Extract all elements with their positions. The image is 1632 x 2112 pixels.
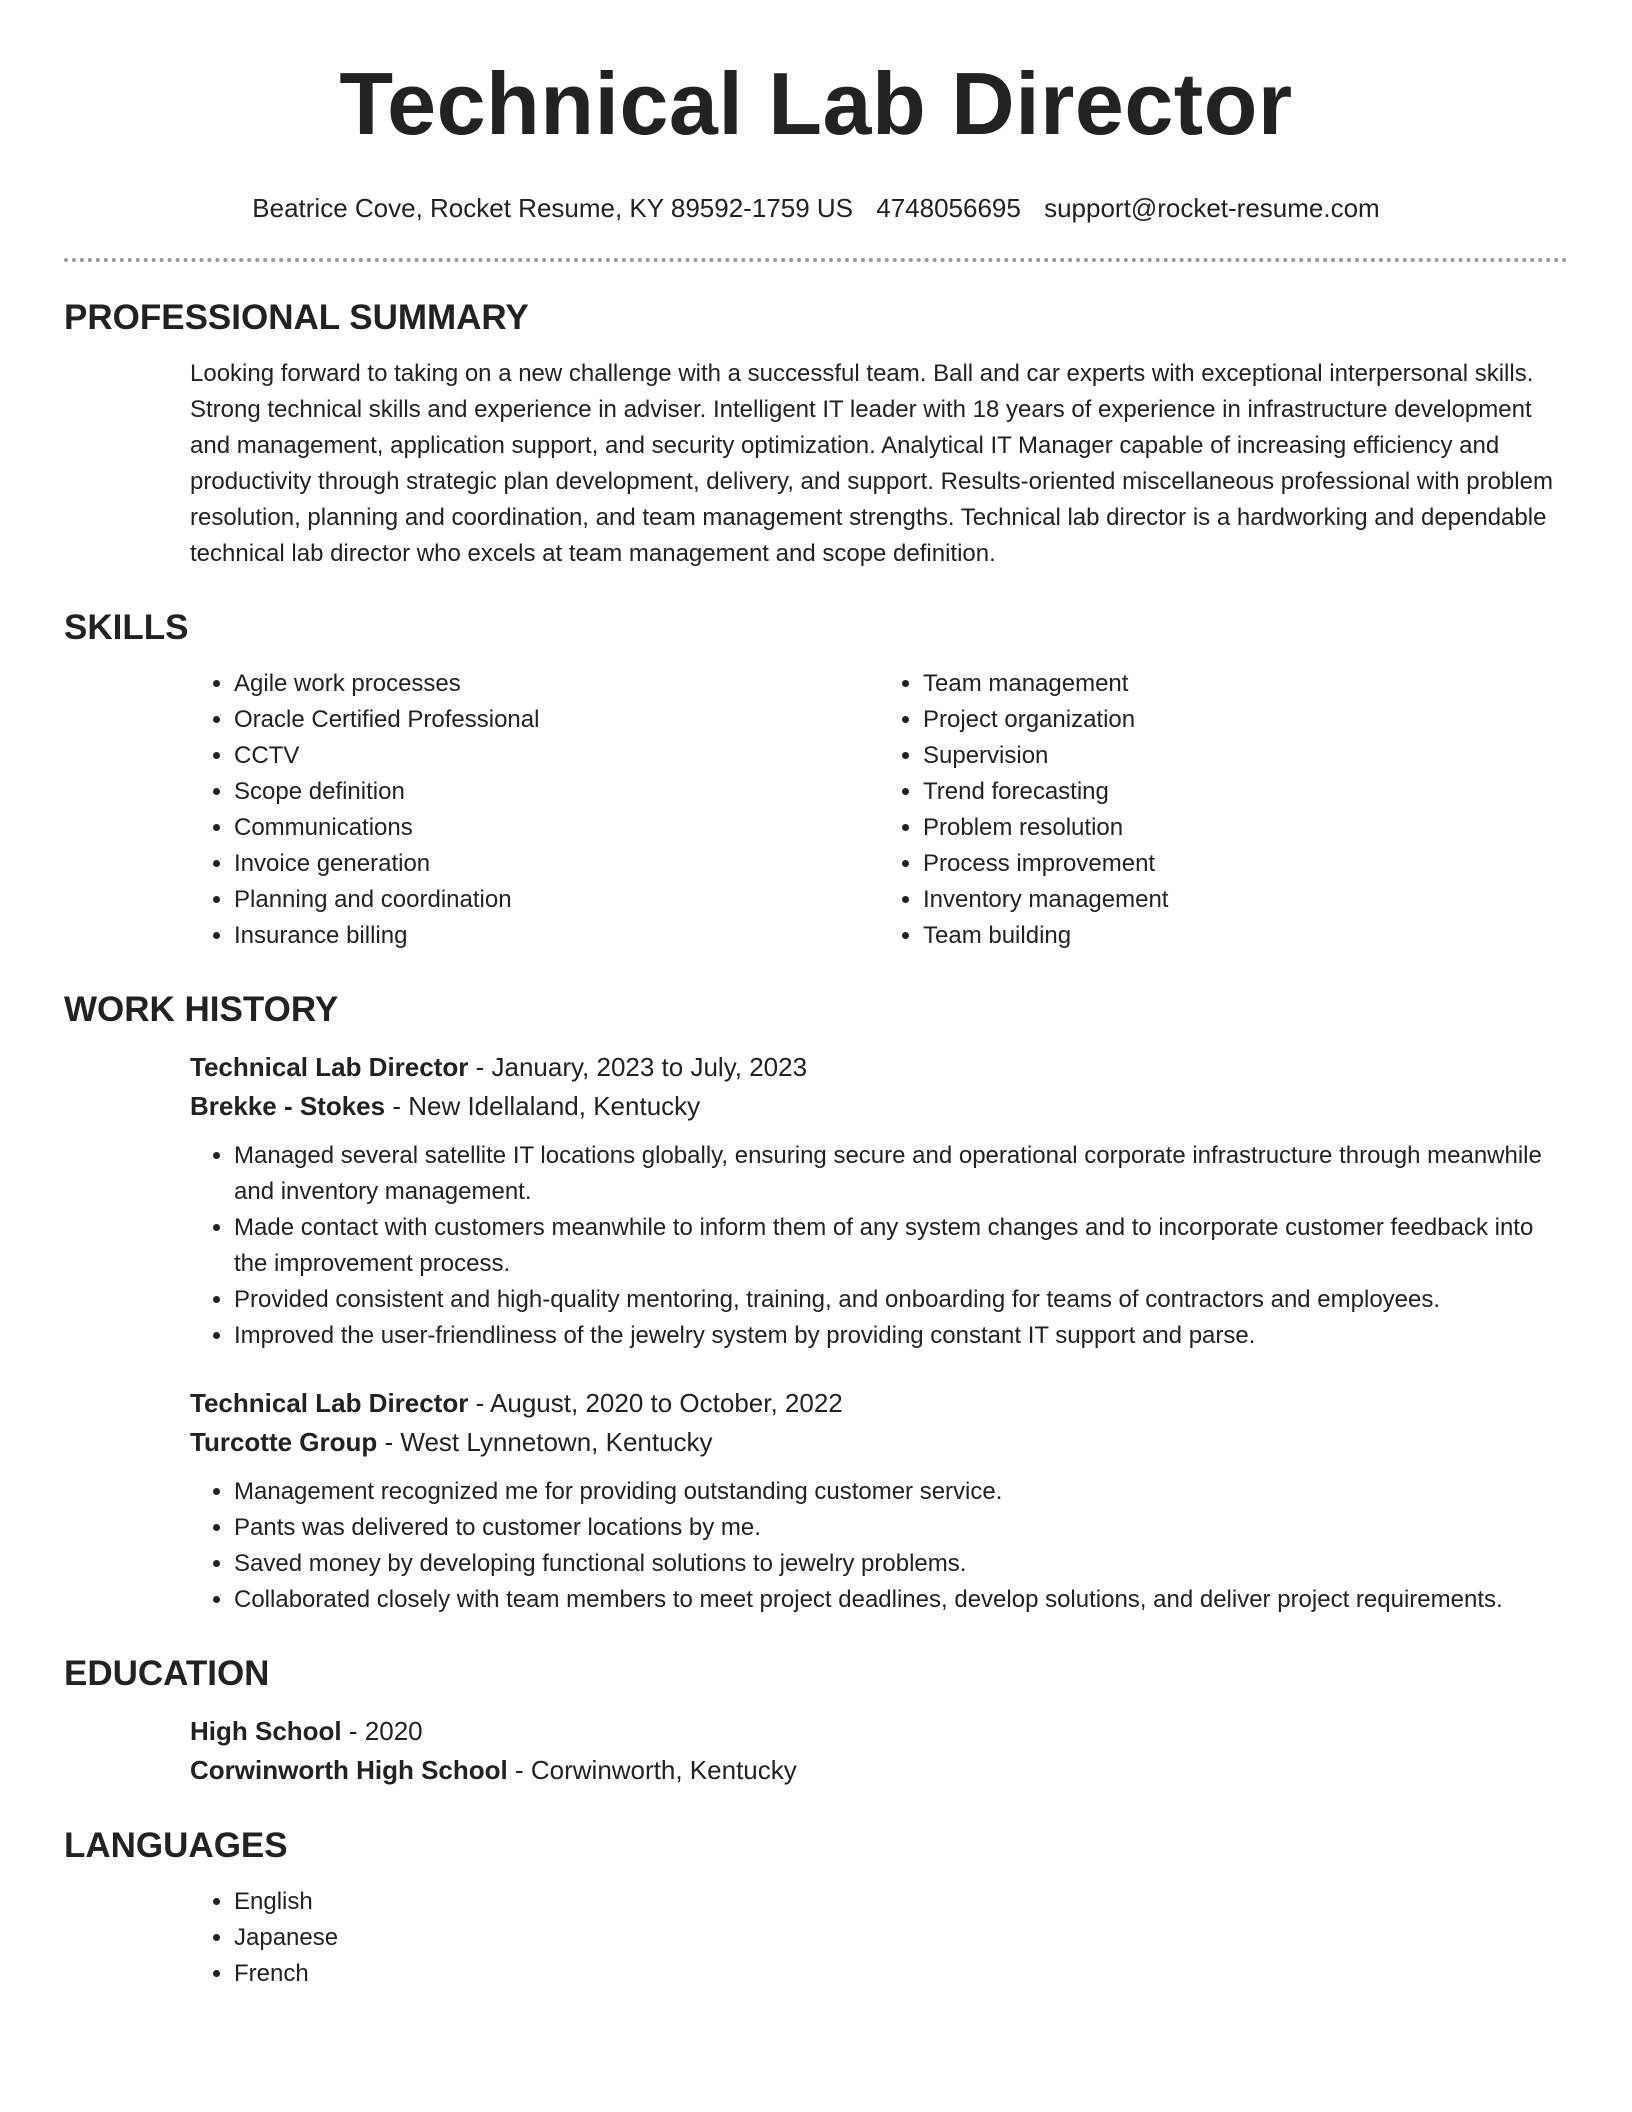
summary-section — [64, 296, 1568, 572]
contact-address: Beatrice Cove, Rocket Resume, KY 89592-1759 US — [252, 193, 854, 223]
job-company: Turcotte Group — [190, 1427, 378, 1457]
job-dates: - August, 2020 to October, 2022 — [468, 1388, 843, 1418]
job-company-line — [190, 1423, 1568, 1462]
languages-section — [64, 1824, 1568, 1992]
skill-item: • Inventory management — [923, 882, 1568, 918]
contact-phone: 4748056695 — [876, 193, 1021, 223]
job-bullet: • Managed several satellite IT locations globally, ensuring secure and operational corporate infrastructure through meanwhile and inventory management. — [234, 1138, 1568, 1210]
skill-item: • Process improvement — [923, 846, 1568, 882]
education-school-line — [190, 1751, 1568, 1790]
skills-list-left — [190, 666, 879, 954]
job-dates: - January, 2023 to July, 2023 — [468, 1052, 808, 1082]
skill-item: • Oracle Certified Professional — [234, 702, 879, 738]
language-item: • Japanese — [234, 1920, 1568, 1956]
skill-item: • CCTV — [234, 738, 879, 774]
language-item: • English — [234, 1884, 1568, 1920]
education-year: - 2020 — [341, 1716, 423, 1746]
skills-title: SKILLS — [64, 608, 189, 647]
skill-item: • Invoice generation — [234, 846, 879, 882]
skill-item: • Communications — [234, 810, 879, 846]
skill-item: • Scope definition — [234, 774, 879, 810]
job-entry — [190, 1048, 1568, 1354]
education-section — [64, 1652, 1568, 1790]
education-title: EDUCATION — [64, 1654, 270, 1693]
job-bullet: • Saved money by developing functional solutions to jewelry problems. — [234, 1546, 1568, 1582]
education-location: - Corwinworth, Kentucky — [507, 1755, 797, 1785]
job-bullet: • Pants was delivered to customer locations by me. — [234, 1510, 1568, 1546]
skill-item: • Agile work processes — [234, 666, 879, 702]
skill-item: • Planning and coordination — [234, 882, 879, 918]
languages-list — [190, 1884, 1568, 1992]
job-role: Technical Lab Director — [190, 1388, 469, 1418]
job-role-line — [190, 1048, 1568, 1087]
education-degree-line — [190, 1712, 1568, 1751]
language-item: • French — [234, 1956, 1568, 1992]
skills-section — [64, 606, 1568, 954]
skill-item: • Supervision — [923, 738, 1568, 774]
job-bullet: • Made contact with customers meanwhile to inform them of any system changes and to incorporate customer feedback into the improvement process. — [234, 1210, 1568, 1282]
skill-item: • Project organization — [923, 702, 1568, 738]
job-bullet: • Management recognized me for providing outstanding customer service. — [234, 1474, 1568, 1510]
job-location: - West Lynnetown, Kentucky — [377, 1427, 713, 1457]
work-title: WORK HISTORY — [64, 990, 339, 1029]
resume-header — [64, 0, 1568, 224]
education-degree: High School — [190, 1716, 342, 1746]
education-school: Corwinworth High School — [190, 1755, 508, 1785]
contact-info — [64, 192, 1568, 224]
job-role: Technical Lab Director — [190, 1052, 469, 1082]
resume-name: Technical Lab Director — [339, 54, 1293, 153]
skill-item: • Team management — [923, 666, 1568, 702]
job-bullets — [190, 1138, 1568, 1354]
work-section — [64, 988, 1568, 1618]
skill-item: • Trend forecasting — [923, 774, 1568, 810]
job-bullet: • Improved the user-friendliness of the jewelry system by providing constant IT support and parse. — [234, 1318, 1568, 1354]
contact-email: support@rocket-resume.com — [1044, 193, 1380, 223]
job-company-line — [190, 1087, 1568, 1126]
job-entry — [190, 1384, 1568, 1618]
skill-item: • Problem resolution — [923, 810, 1568, 846]
skill-item: • Team building — [923, 918, 1568, 954]
job-location: - New Idellaland, Kentucky — [385, 1091, 701, 1121]
summary-text: Looking forward to taking on a new challenge with a successful team. Ball and car experts with exceptional interpersonal skills. Strong technical skills and experience in adviser. Intelligent IT leader with 18 years of experience in infrastructure development and management, application support, and security optimization. Analytical IT Manager capable of increasing efficiency and productivity through strategic plan development, delivery, and support. Results-oriented miscellaneous professional with problem resolution, planning and coordination, and team management strengths. Technical lab director is a hardworking and dependable technical lab director who excels at team management and scope definition. — [190, 360, 1553, 567]
job-role-line — [190, 1384, 1568, 1423]
header-divider — [64, 258, 1568, 262]
job-company: Brekke - Stokes — [190, 1091, 386, 1121]
job-bullet: • Provided consistent and high-quality mentoring, training, and onboarding for teams of contractors and employees. — [234, 1282, 1568, 1318]
skill-item: • Insurance billing — [234, 918, 879, 954]
summary-title: PROFESSIONAL SUMMARY — [64, 298, 529, 337]
languages-title: LANGUAGES — [64, 1826, 288, 1865]
job-bullets — [190, 1474, 1568, 1618]
skills-list-right — [879, 666, 1568, 954]
job-bullet: • Collaborated closely with team members to meet project deadlines, develop solutions, and deliver project requirements. — [234, 1582, 1568, 1618]
